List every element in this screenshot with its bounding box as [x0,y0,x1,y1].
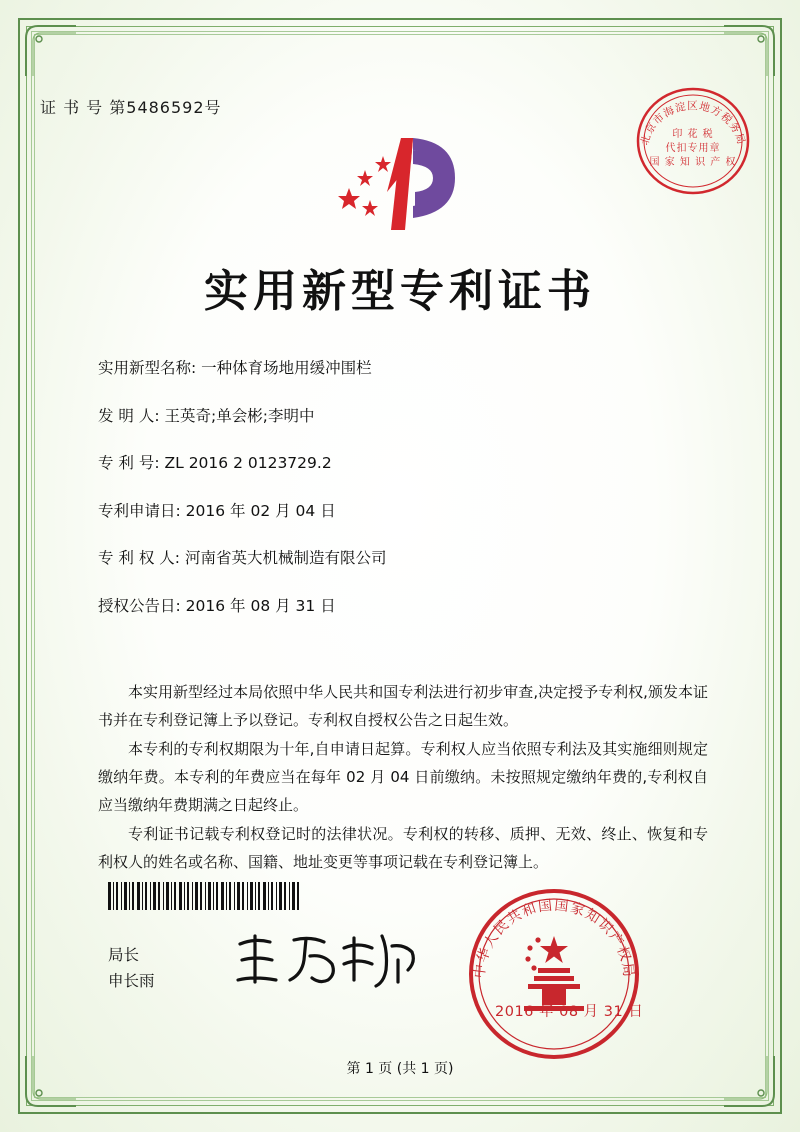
director-name: 申长雨 [108,972,155,990]
field-value: 2016 年 02 月 04 日 [185,501,336,520]
director-block [108,942,155,994]
handwritten-signature [232,930,422,994]
field-value: ZL 2016 2 0123729.2 [164,454,332,472]
tax-stamp-line1: 印 花 税 [672,129,714,140]
seal-date: 2016 年 08 月 31 日 [495,1004,644,1020]
field-label: 专利申请日: [98,501,181,520]
tax-stamp [634,82,752,200]
field-value: 河南省英大机械制造有限公司 [184,549,387,567]
field-value: 王英奇;单会彬;李明中 [164,406,315,425]
barcode [108,882,303,910]
field-label: 授权公告日: [98,596,181,615]
certificate-number: 证 书 号 第5486592号 [40,98,222,117]
field-label: 专 利 权 人: [98,549,181,567]
corner-ornament-icon [24,24,78,78]
svg-text:中华人民共和国国家知识产权局: 中华人民共和国国家知识产权局 [471,897,637,980]
corner-ornament-icon [722,24,776,78]
field-list [98,356,740,641]
legal-paragraph: 专利证书记载专利权登记时的法律状况。专利权的转移、质押、无效、终止、恢复和专利权人的姓名或名称、国籍、地址变更等事项记载在专利登记簿上。 [98,825,708,871]
field-label: 实用新型名称: [98,359,197,377]
svg-text:北京市海淀区地方税务局: 北京市海淀区地方税务局 [638,100,748,147]
field-row-inventors [98,404,740,426]
field-row-patentee [98,546,740,568]
legal-paragraph: 本专利的专利权期限为十年,自申请日起算。专利权人应当依照专利法及其实施细则规定缴纳年费。本专利的年费应当在每年 02 月 04 日前缴纳。未按照规定缴纳年费的,专利权自应当缴纳年费期满之日起终止。 [98,740,708,814]
director-title: 局长 [108,946,140,964]
field-row-utility-model-name [98,356,740,378]
official-seal [468,888,640,1060]
field-row-grant-announcement-date [98,594,740,616]
field-value: 2016 年 08 月 31 日 [185,596,336,615]
legal-text-block [98,678,708,877]
field-value: 一种体育场地用缓冲围栏 [201,359,372,377]
field-row-patent-number [98,451,740,473]
cnipa-logo-icon [325,130,465,240]
field-row-application-date [98,499,740,521]
page-number: 第 1 页 (共 1 页) [346,1061,454,1077]
field-label: 发 明 人: [98,406,160,425]
page-title: 实用新型专利证书 [204,266,596,317]
tax-stamp-line3: 国 家 知 识 产 权 [649,157,737,168]
field-label: 专 利 号: [98,454,160,472]
legal-paragraph: 本实用新型经过本局依照中华人民共和国专利法进行初步审查,决定授予专利权,颁发本证书并在专利登记簿上予以登记。专利权自授权公告之日起生效。 [98,683,708,729]
tax-stamp-line2: 代扣专用章 [665,143,721,154]
